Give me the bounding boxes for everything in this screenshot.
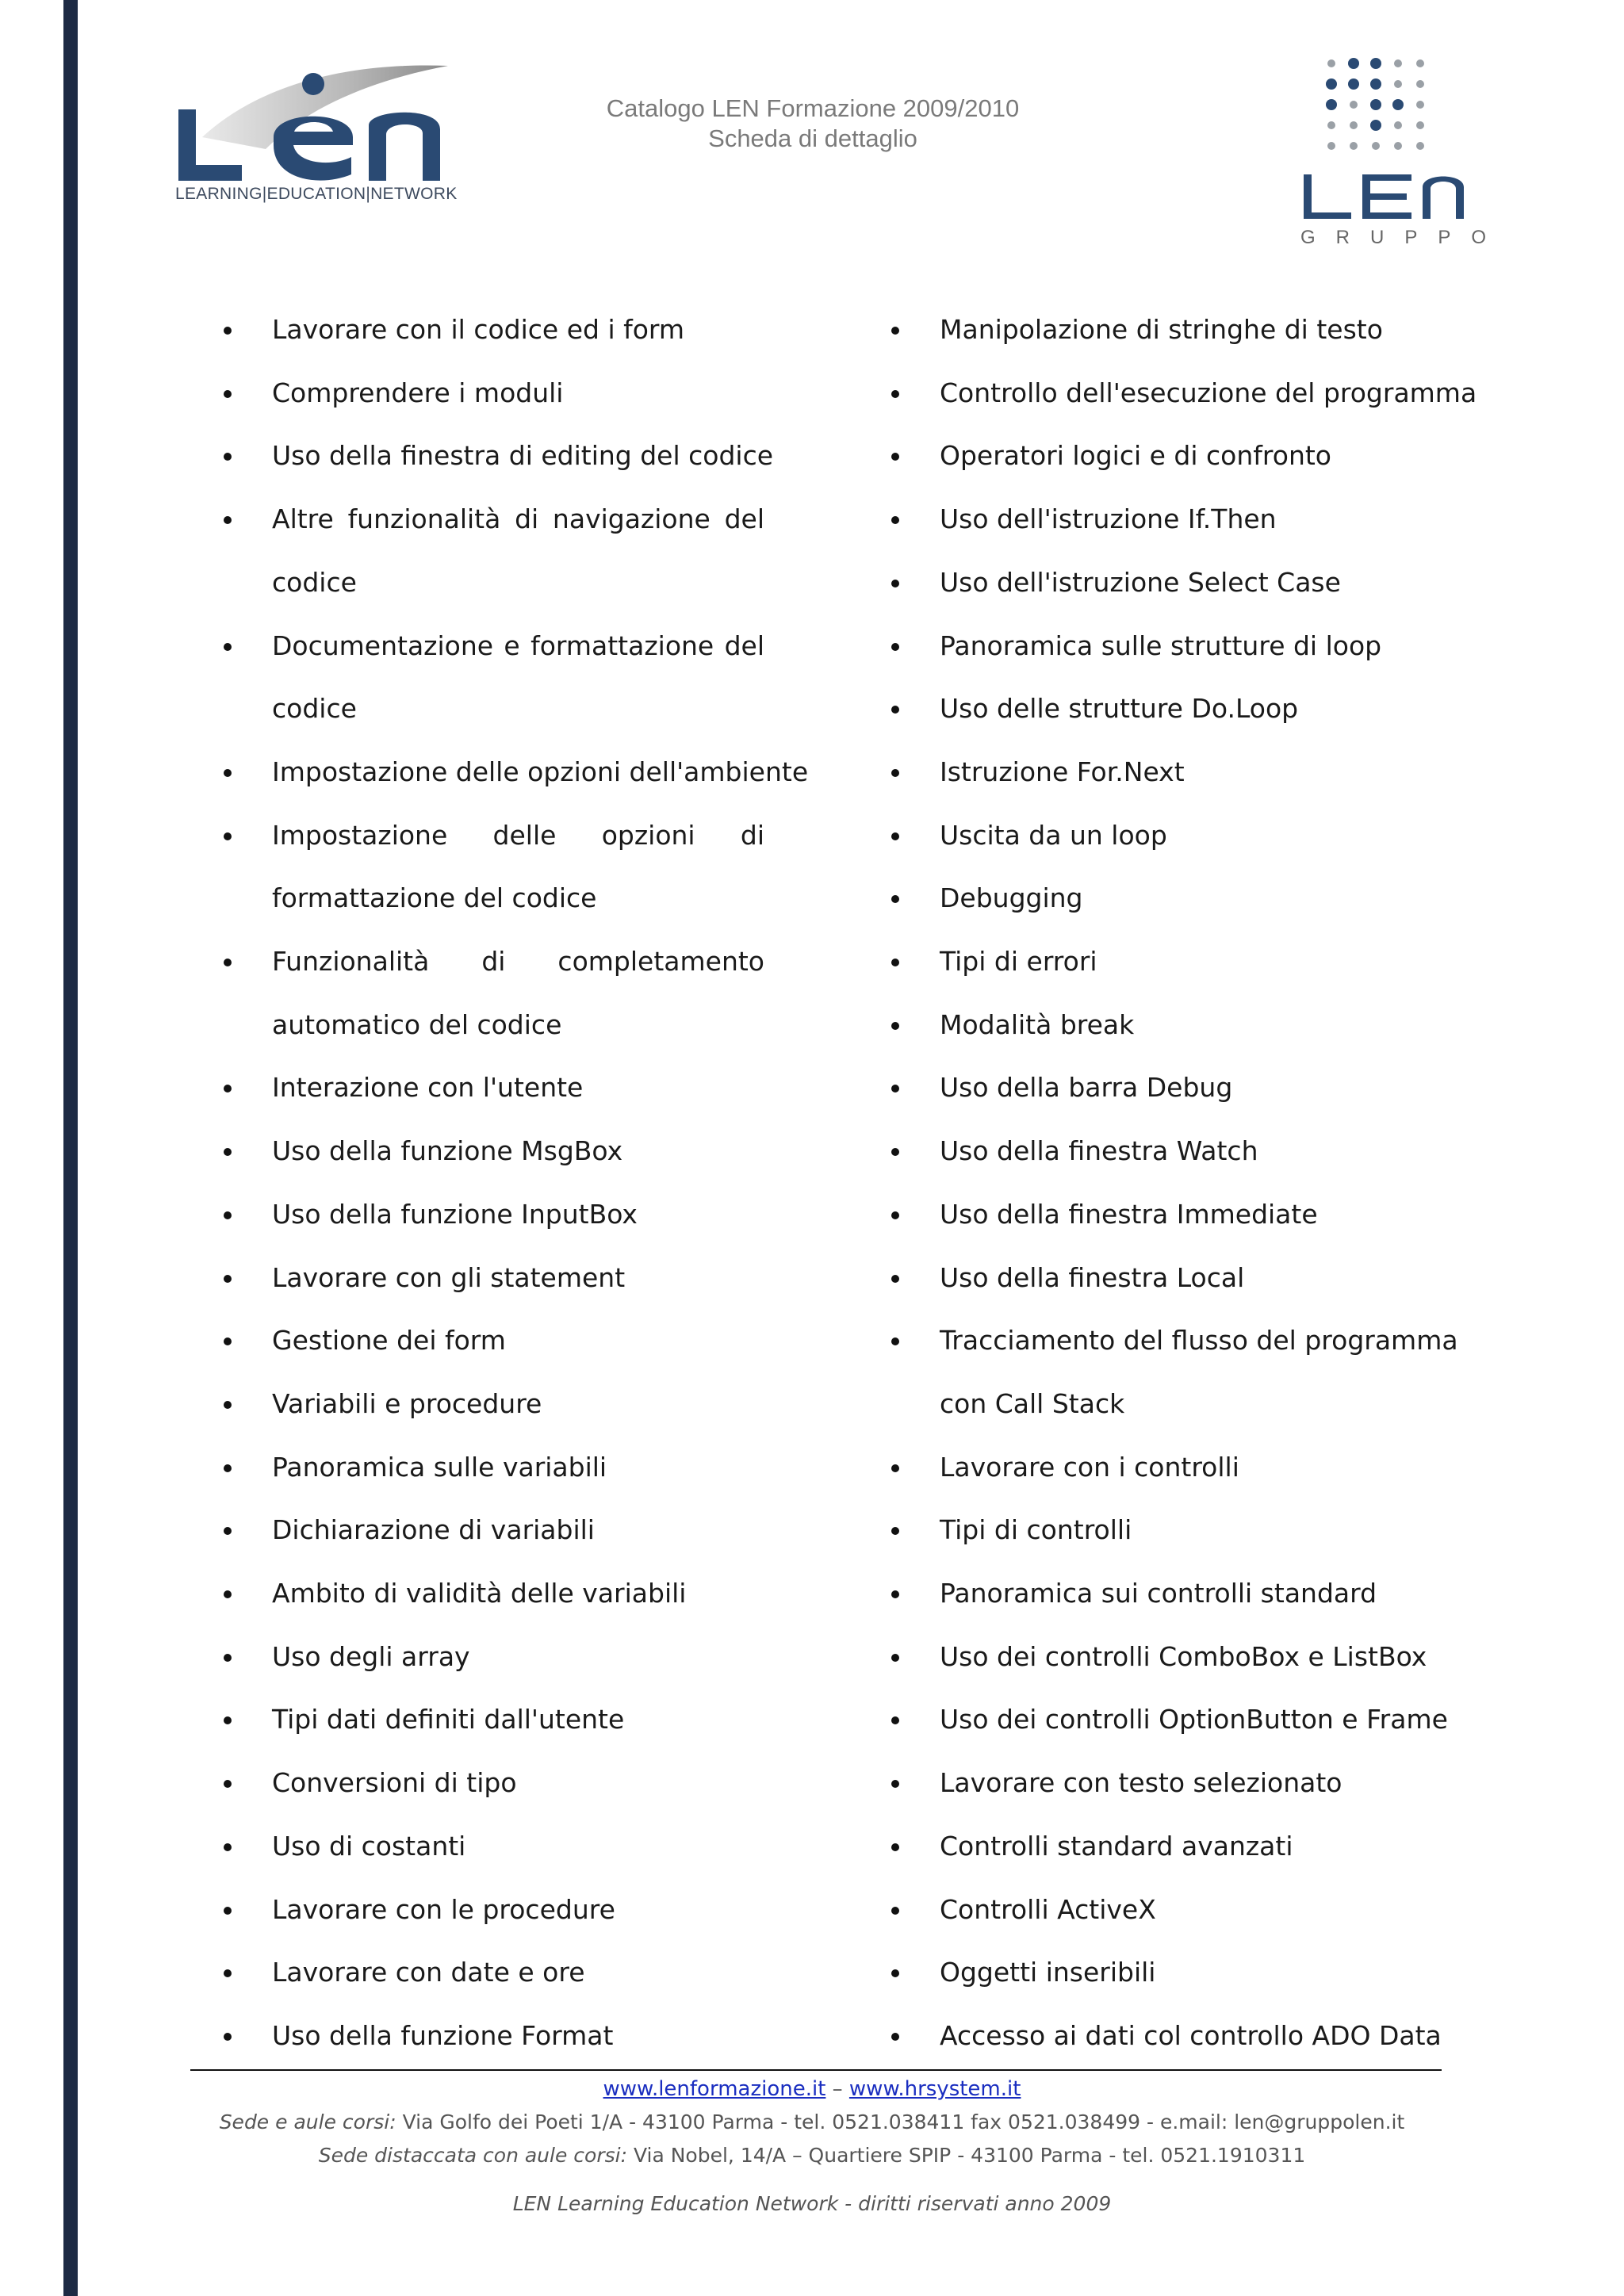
logo-dot: [1350, 142, 1358, 150]
bullet-icon: [891, 1464, 899, 1472]
len-gruppo-wordmark: [1300, 171, 1467, 222]
len-gruppo-subtitle: GRUPPO: [1300, 227, 1507, 248]
footer-divider: [190, 2069, 1442, 2071]
list-item-text: Documentazione e formattazione del: [272, 630, 764, 661]
logo-dot: [1326, 99, 1337, 110]
list-item-text: Uso di costanti: [272, 1831, 466, 1862]
bullet-icon: [891, 1654, 899, 1662]
bullet-icon: [224, 390, 232, 398]
list-item-text: Lavorare con testo selezionato: [940, 1767, 1342, 1798]
list-item-text: Gestione dei form: [272, 1325, 506, 1356]
bullet-icon: [224, 832, 232, 840]
list-item-text: Altre funzionalità di navigazione del: [272, 503, 764, 534]
list-item-text: Lavorare con i controlli: [940, 1452, 1239, 1483]
len-gruppo-logo: [1297, 54, 1507, 252]
bullet-icon: [224, 516, 232, 524]
list-item-text: Ambito di validità delle variabili: [272, 1578, 687, 1609]
bullet-icon: [891, 643, 899, 651]
logo-dot: [1370, 120, 1381, 131]
bullet-icon: [224, 643, 232, 651]
link-hrsystem[interactable]: www.hrsystem.it: [848, 2077, 1021, 2101]
list-item-text: Panoramica sui controlli standard: [940, 1578, 1377, 1609]
bullet-icon: [891, 1275, 899, 1283]
bullet-icon: [224, 1527, 232, 1535]
list-item-text: Uso della finestra di editing del codice: [272, 440, 774, 471]
logo-dot: [1416, 142, 1424, 150]
logo-dot: [1350, 121, 1358, 129]
list-item-text: Uso dell'istruzione Select Case: [940, 567, 1341, 598]
logo-dot: [1327, 142, 1335, 150]
bullet-icon: [224, 327, 232, 335]
logo-dot: [1370, 58, 1381, 69]
list-item-text: Uso della barra Debug: [940, 1072, 1233, 1103]
bullet-icon: [224, 769, 232, 777]
footer-sede-label: Sede e aule corsi:: [219, 2110, 396, 2133]
list-item-text: Istruzione For.Next: [940, 756, 1185, 787]
bullet-icon: [891, 706, 899, 714]
bullet-icon: [891, 1211, 899, 1219]
bullet-icon: [224, 1275, 232, 1283]
list-item-text: Tracciamento del flusso del programma: [940, 1325, 1458, 1356]
list-item-text: codice: [272, 567, 357, 598]
header-title-line1: Catalogo LEN Formazione 2009/2010: [606, 94, 1020, 122]
logo-dot: [1348, 78, 1359, 90]
list-item-text: Uso dell'istruzione If.Then: [940, 503, 1277, 534]
logo-dot: [1370, 78, 1381, 90]
list-item-text: Oggetti inseribili: [940, 1957, 1156, 1988]
bullet-icon: [224, 1907, 232, 1915]
list-item-text: Tipi dati definiti dall'utente: [272, 1704, 625, 1735]
list-item-text: Controlli standard avanzati: [940, 1831, 1293, 1862]
footer-sede-text: Via Golfo dei Poeti 1/A - 43100 Parma - tel. 0521.038411 fax 0521.038499 - e.mail: len@gruppolen.it: [396, 2110, 1405, 2133]
footer-links: [0, 2077, 1624, 2101]
page-header-title: [508, 94, 1118, 154]
bullet-icon: [224, 1085, 232, 1093]
list-item-text: Operatori logici e di confronto: [940, 440, 1331, 471]
bullet-icon: [891, 390, 899, 398]
bullet-icon: [891, 1527, 899, 1535]
list-item-text: Modalità break: [940, 1009, 1135, 1040]
list-item-text: Uso della finestra Immediate: [940, 1199, 1318, 1230]
bullet-icon: [891, 516, 899, 524]
list-item-text: Uso dei controlli ComboBox e ListBox: [940, 1641, 1427, 1672]
list-item-text: Dichiarazione di variabili: [272, 1514, 595, 1545]
bullet-icon: [224, 1401, 232, 1409]
list-item-text: Uso della funzione InputBox: [272, 1199, 638, 1230]
footer-link-separator: –: [832, 2077, 843, 2101]
bullet-icon: [891, 1907, 899, 1915]
bullet-icon: [224, 1590, 232, 1598]
list-item-text: Panoramica sulle strutture di loop: [940, 630, 1382, 661]
bullet-icon: [224, 1464, 232, 1472]
link-lenformazione[interactable]: www.lenformazione.it: [603, 2077, 826, 2101]
list-item-text: Uso della finestra Watch: [940, 1135, 1258, 1166]
list-item-text: Uso delle strutture Do.Loop: [940, 693, 1299, 724]
bullet-icon: [891, 1716, 899, 1724]
len-logo: [170, 62, 456, 209]
bullet-icon: [224, 1148, 232, 1156]
list-item-text: Accesso ai dati col controllo ADO Data: [940, 2020, 1442, 2051]
bullet-icon: [891, 769, 899, 777]
list-item-text: Uso della finestra Local: [940, 1262, 1245, 1293]
bullet-icon: [224, 453, 232, 461]
bullet-icon: [891, 1969, 899, 1977]
footer-distaccata-text: Via Nobel, 14/A – Quartiere SPIP - 43100 Parma - tel. 0521.1910311: [627, 2144, 1306, 2167]
logo-dot: [1350, 101, 1358, 109]
list-item-text: Uso degli array: [272, 1641, 470, 1672]
footer-copyright-text: LEN Learning Education Network - diritti riservati anno 2009: [512, 2192, 1112, 2215]
list-item-text: Interazione con l'utente: [272, 1072, 584, 1103]
list-item-text: automatico del codice: [272, 1009, 562, 1040]
list-item-text: formattazione del codice: [272, 882, 597, 913]
bullet-icon: [891, 453, 899, 461]
bullet-icon: [224, 1337, 232, 1345]
bullet-icon: [224, 1716, 232, 1724]
list-item-text: Uso della funzione Format: [272, 2020, 614, 2051]
list-item-text: Impostazione delle opzioni dell'ambiente: [272, 756, 809, 787]
list-item-text: Conversioni di tipo: [272, 1767, 517, 1798]
bullet-icon: [891, 895, 899, 903]
bullet-icon: [891, 1148, 899, 1156]
bullet-icon: [224, 1843, 232, 1851]
logo-dot: [1392, 99, 1404, 110]
logo-dot: [1372, 142, 1380, 150]
list-item-text: Comprendere i moduli: [272, 377, 564, 408]
bullet-icon: [891, 1590, 899, 1598]
list-item-text: Controllo dell'esecuzione del programma: [940, 377, 1477, 408]
list-item-text: Lavorare con date e ore: [272, 1957, 585, 1988]
bullet-icon: [224, 1969, 232, 1977]
bullet-icon: [891, 1022, 899, 1030]
bullet-icon: [891, 959, 899, 966]
header-title-line2: Scheda di dettaglio: [708, 124, 917, 152]
logo-dot: [1394, 142, 1402, 150]
list-item-text: Lavorare con le procedure: [272, 1894, 615, 1925]
page-left-border: [63, 0, 78, 2296]
list-item-text: Uso dei controlli OptionButton e Frame: [940, 1704, 1448, 1735]
bullet-icon: [891, 327, 899, 335]
bullet-icon: [224, 1780, 232, 1788]
logo-dot: [1327, 121, 1335, 129]
list-item-text: con Call Stack: [940, 1388, 1125, 1419]
footer-sede-line: [0, 2110, 1624, 2133]
bullet-icon: [224, 959, 232, 966]
list-item-text: Tipi di controlli: [940, 1514, 1132, 1545]
list-item-text: Manipolazione di stringhe di testo: [940, 314, 1383, 345]
list-item-text: Lavorare con il codice ed i form: [272, 314, 685, 345]
logo-dot: [1394, 59, 1402, 67]
bullet-icon: [891, 580, 899, 587]
logo-dot: [1370, 99, 1381, 110]
list-item-text: Panoramica sulle variabili: [272, 1452, 607, 1483]
list-item-text: Uscita da un loop: [940, 820, 1167, 851]
logo-dot: [1348, 58, 1359, 69]
bullet-icon: [891, 1780, 899, 1788]
footer-distaccata-line: [0, 2144, 1624, 2167]
logo-dot: [1326, 78, 1337, 90]
bullet-icon: [891, 1337, 899, 1345]
list-item-text: Controlli ActiveX: [940, 1894, 1156, 1925]
list-item-text: Lavorare con gli statement: [272, 1262, 626, 1293]
len-logo-graphic: [170, 62, 456, 189]
logo-dot: [1327, 59, 1335, 67]
logo-dot: [1416, 101, 1424, 109]
logo-dot: [1416, 121, 1424, 129]
logo-dot: [1394, 121, 1402, 129]
logo-dot: [1394, 80, 1402, 88]
bullet-icon: [891, 1843, 899, 1851]
list-item-text: codice: [272, 693, 357, 724]
bullet-icon: [224, 2033, 232, 2041]
bullet-icon: [891, 832, 899, 840]
len-logo-tagline: LEARNING|EDUCATION|NETWORK: [175, 185, 458, 203]
list-item-text: Funzionalità di completamento: [272, 946, 764, 977]
footer-copyright: [0, 2192, 1624, 2215]
bullet-icon: [224, 1211, 232, 1219]
list-item-text: Uso della funzione MsgBox: [272, 1135, 623, 1166]
bullet-icon: [891, 1085, 899, 1093]
list-item-text: Variabili e procedure: [272, 1388, 542, 1419]
logo-dot: [1416, 59, 1424, 67]
list-item-text: Impostazione delle opzioni di: [272, 820, 764, 851]
list-item-text: Debugging: [940, 882, 1083, 913]
footer-distaccata-label: Sede distaccata con aule corsi:: [318, 2144, 628, 2167]
dot-grid-icon: [1297, 54, 1455, 165]
list-item-text: Tipi di errori: [940, 946, 1097, 977]
bullet-icon: [891, 2033, 899, 2041]
bullet-icon: [224, 1654, 232, 1662]
logo-dot: [1416, 80, 1424, 88]
